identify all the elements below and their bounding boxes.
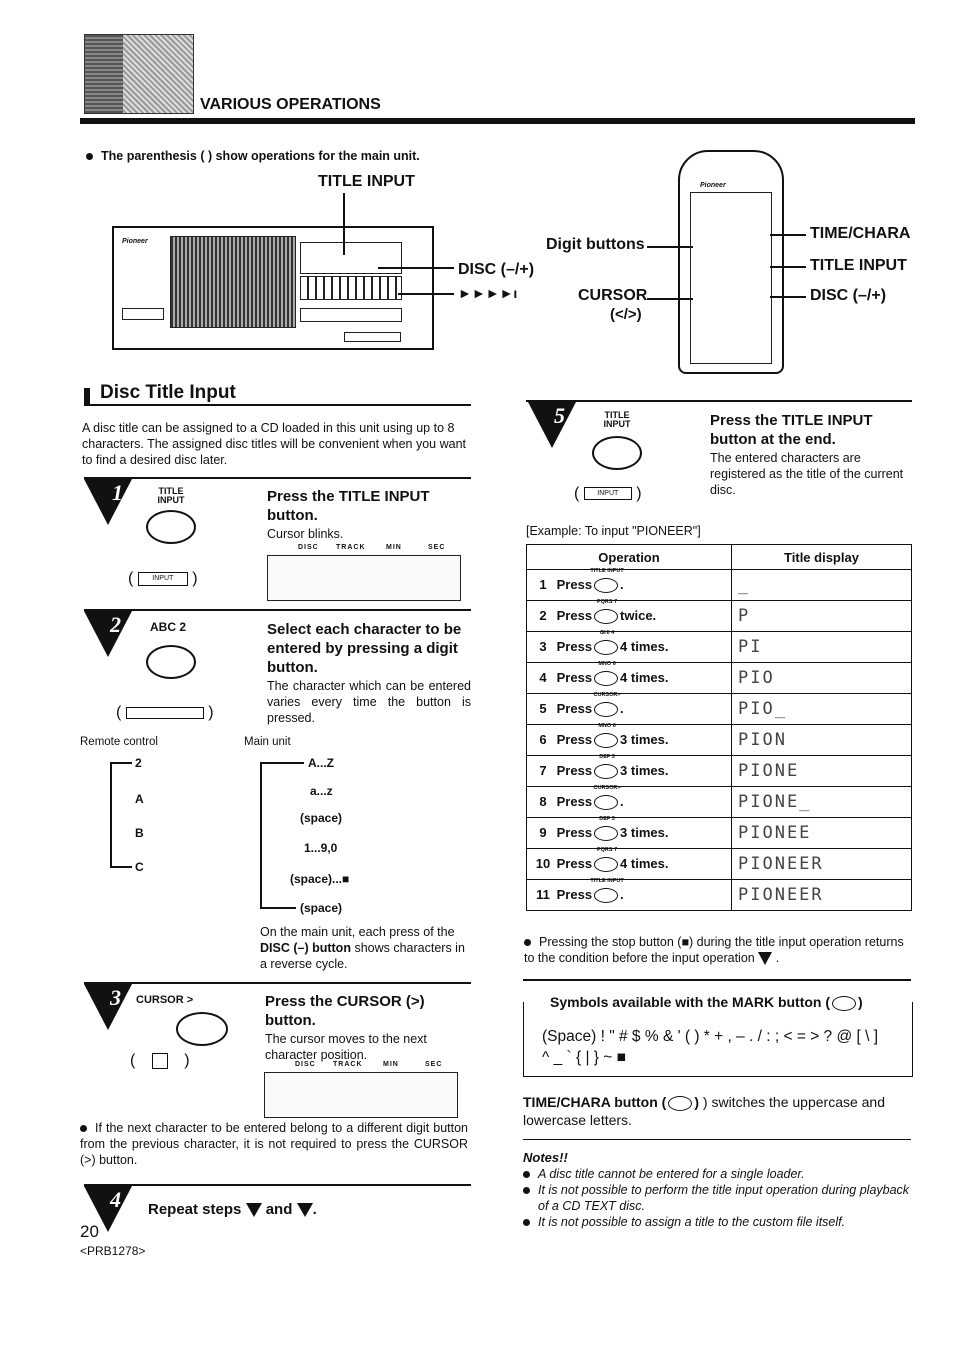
title-display-cell: PION xyxy=(732,725,912,756)
step-4-heading: Repeat steps and . xyxy=(148,1201,317,1218)
leader-line xyxy=(378,267,454,269)
title-display-cell: PI xyxy=(732,632,912,663)
cycle-remote-item: C xyxy=(135,860,144,874)
label-skip-main: ►►►►ı xyxy=(458,285,518,301)
button-oval-icon xyxy=(593,692,621,717)
notes-title: Notes!! xyxy=(523,1150,568,1165)
notes-rule xyxy=(523,1139,911,1140)
press-text: Press xyxy=(556,700,593,716)
title-input-button-icon xyxy=(146,510,196,544)
cycle-line xyxy=(110,866,132,868)
mark-symbols-line-1: (Space) ! " # $ % & ' ( ) * + , – . / : ; < = > ? @ [ \ ] xyxy=(542,1028,879,1045)
press-text: Press xyxy=(556,793,593,809)
button-oval-icon xyxy=(590,878,624,903)
cycle-main-item: (space) xyxy=(300,811,343,825)
step-number: 1 xyxy=(539,576,547,592)
step-2-button-label: ABC 2 xyxy=(150,620,187,634)
remote-control-illustration: Pioneer xyxy=(678,150,784,374)
label-cursor: CURSOR xyxy=(578,287,648,304)
column-header-title-display: Title display xyxy=(732,545,912,570)
operation-cell xyxy=(527,632,732,663)
step-2-marker xyxy=(84,611,132,657)
section-header: VARIOUS OPERATIONS xyxy=(200,96,381,113)
press-text: Press xyxy=(556,762,593,778)
button-oval-icon xyxy=(594,723,618,748)
step-number: 6 xyxy=(539,731,547,747)
main-title-input-button: INPUT xyxy=(584,487,632,500)
times-text: 3 times. xyxy=(620,824,669,840)
title-display-cell: PIONEER xyxy=(732,849,912,880)
step-3-note: If the next character to be entered belong to a different digit button from the previous character, it is not required to press the CURSOR (>) button. xyxy=(80,1121,468,1167)
step-1-desc: Cursor blinks. xyxy=(267,527,344,541)
cycle-remote-item: B xyxy=(135,826,144,840)
label-title-input: TITLE INPUT xyxy=(318,173,415,190)
table-row xyxy=(527,632,912,663)
step-2-number: 2 xyxy=(110,612,121,637)
step-3-desc: The cursor moves to the next character position. xyxy=(265,1032,427,1062)
main-title-input-button: INPUT xyxy=(138,572,188,586)
operation-cell xyxy=(527,756,732,787)
step-5-number: 5 xyxy=(554,403,565,428)
press-text: Press xyxy=(556,669,593,685)
cycle-main-label: Main unit xyxy=(244,736,291,748)
button-caption: DEF 3 xyxy=(599,754,615,761)
step-rule xyxy=(84,982,471,984)
title-display-cell: PIONE xyxy=(732,756,912,787)
leader-line xyxy=(398,293,454,295)
step-3-button-label: CURSOR > xyxy=(136,994,194,1006)
button-caption: CURSOR> xyxy=(593,692,621,699)
table-row xyxy=(527,694,912,725)
leader-line xyxy=(770,234,806,236)
times-text: twice. xyxy=(620,607,657,623)
button-oval-icon xyxy=(594,630,618,655)
step-5-marker xyxy=(528,402,576,448)
leader-line xyxy=(770,296,806,298)
operation-cell xyxy=(527,880,732,911)
step-1-heading: Press the TITLE INPUT button. xyxy=(267,488,430,524)
operation-cell xyxy=(527,570,732,601)
operation-cell xyxy=(527,694,732,725)
stop-note: Pressing the stop button (■) during the title input operation returns to the condition before the input operation . xyxy=(524,935,904,965)
button-caption: CURSOR> xyxy=(593,785,621,792)
label-time-chara: TIME/CHARA xyxy=(810,225,911,242)
cycle-remote-item: 2 xyxy=(135,756,142,770)
main-unit-paren: ( INPUT ) xyxy=(574,485,642,502)
press-text: Press xyxy=(556,607,593,623)
times-text: 3 times. xyxy=(620,731,669,747)
header-rule xyxy=(80,118,915,124)
button-oval-icon xyxy=(594,847,618,872)
cd-player-illustration: Pioneer xyxy=(112,226,434,350)
section-intro: A disc title can be assigned to a CD loaded in this unit using up to 8 characters. The assigned disc titles will be convenient when you want to find a desired disc later. xyxy=(82,421,467,467)
button-caption: GHI 4 xyxy=(599,630,615,637)
times-text: . xyxy=(620,700,624,716)
table-row xyxy=(527,849,912,880)
button-caption: PQRS 7 xyxy=(596,847,618,854)
lcd-step-3 xyxy=(264,1061,458,1118)
times-text: . xyxy=(620,793,624,809)
step-number: 4 xyxy=(539,669,547,685)
title-display-cell: PIONEE xyxy=(732,818,912,849)
lcd-label: MIN xyxy=(383,1061,399,1068)
lcd-label: SEC xyxy=(428,544,446,551)
example-caption: [Example: To input "PIONEER"] xyxy=(526,524,701,538)
table-row xyxy=(527,756,912,787)
button-caption: DEF 3 xyxy=(599,816,615,823)
table-row xyxy=(527,663,912,694)
press-text: Press xyxy=(556,576,593,592)
digit-button-icon xyxy=(146,645,196,679)
cycle-remote-item: A xyxy=(135,792,144,806)
step-3-marker xyxy=(84,984,132,1030)
times-text: 4 times. xyxy=(620,669,669,685)
title-display-cell: PIONEER xyxy=(732,880,912,911)
lcd-step-1 xyxy=(267,544,461,601)
title-display-cell: PIONE_ xyxy=(732,787,912,818)
note-item: It is not possible to assign a title to the custom file itself. xyxy=(523,1214,913,1230)
times-text: 4 times. xyxy=(620,855,669,871)
button-caption: MNO 6 xyxy=(598,723,616,730)
lcd-label: MIN xyxy=(386,544,402,551)
example-table xyxy=(526,544,912,911)
page-number: 20 xyxy=(80,1222,99,1241)
table-row xyxy=(527,725,912,756)
lcd-label: DISC xyxy=(295,1061,316,1068)
step-rule xyxy=(84,609,471,611)
operation-cell xyxy=(527,787,732,818)
button-caption: TITLE INPUT xyxy=(590,878,624,885)
title-display-cell: P xyxy=(732,601,912,632)
label-cursor-sub: (</>) xyxy=(610,306,642,323)
button-oval-icon xyxy=(594,816,618,841)
title-display-cell: _ xyxy=(732,570,912,601)
main-disc-button xyxy=(126,707,204,719)
main-unit-paren: ( ) xyxy=(116,704,214,721)
document-code: <PRB1278> xyxy=(80,1244,146,1258)
operation-cell xyxy=(527,601,732,632)
label-digit-buttons: Digit buttons xyxy=(546,236,645,253)
note-item: It is not possible to perform the title input operation during playback of a CD TEXT disc. xyxy=(523,1182,913,1214)
press-text: Press xyxy=(556,824,593,840)
step-rule xyxy=(84,1184,471,1186)
cycle-main-item: 1...9,0 xyxy=(304,841,338,855)
section-rule xyxy=(84,404,471,406)
cycle-line xyxy=(260,907,296,909)
button-oval-icon xyxy=(594,754,618,779)
operation-cell xyxy=(527,663,732,694)
main-cursor-button xyxy=(152,1053,168,1069)
table-row xyxy=(527,601,912,632)
table-row xyxy=(527,787,912,818)
title-display-cell: PIO_ xyxy=(732,694,912,725)
mark-symbols-line-2: ^ _ ` { | } ~ ■ xyxy=(542,1049,626,1066)
press-text: Press xyxy=(556,886,593,902)
step-2-heading: Select each character to be entered by pressing a digit button. xyxy=(267,621,462,676)
main-unit-paren: ( INPUT ) xyxy=(128,570,198,587)
table-row xyxy=(527,880,912,911)
cycle-main-item: A...Z xyxy=(308,756,334,770)
label-disc-remote: DISC (–/+) xyxy=(810,287,887,304)
button-oval-icon xyxy=(594,661,618,686)
step-rule xyxy=(526,400,912,402)
cycle-remote-label: Remote control xyxy=(80,736,158,748)
mark-rule xyxy=(523,979,911,981)
step-5-desc: The entered characters are registered as the title of the current disc. xyxy=(710,451,904,497)
table-row xyxy=(527,570,912,601)
intro-note: The parenthesis ( ) show operations for the main unit. xyxy=(86,149,420,163)
cycle-line xyxy=(110,762,132,764)
button-oval-icon xyxy=(594,599,618,624)
times-text: . xyxy=(620,576,624,592)
button-caption: PQRS 7 xyxy=(596,599,618,606)
times-text: . xyxy=(620,886,624,902)
cycle-main-item: a...z xyxy=(310,784,333,798)
step-3-number: 3 xyxy=(110,985,121,1010)
times-text: 4 times. xyxy=(620,638,669,654)
step-1-number: 1 xyxy=(112,480,123,505)
button-caption: MNO 6 xyxy=(598,661,616,668)
cycle-main-item: (space)...■ xyxy=(290,872,350,886)
cycle-line xyxy=(260,762,262,908)
step-number: 2 xyxy=(539,607,547,623)
label-disc-main: DISC (–/+) xyxy=(458,261,535,278)
step-5-heading: Press the TITLE INPUT button at the end. xyxy=(710,412,873,448)
step-2-desc: The character which can be entered varies every time the button is pressed. xyxy=(267,679,471,725)
cycle-line xyxy=(110,762,112,868)
section-logo-image xyxy=(84,34,194,114)
title-input-button-icon xyxy=(592,436,642,470)
step-number: 3 xyxy=(539,638,547,654)
section-title: Disc Title Input xyxy=(100,382,236,403)
cursor-button-icon xyxy=(176,1012,228,1046)
step-number: 5 xyxy=(539,700,547,716)
lcd-label: TRACK xyxy=(336,544,366,551)
step-rule xyxy=(84,477,471,479)
step-1-button-label: TITLE INPUT xyxy=(157,486,185,505)
button-caption: TITLE INPUT xyxy=(590,568,624,575)
operation-cell xyxy=(527,849,732,880)
operation-cell xyxy=(527,725,732,756)
cycle-main-item: (space) xyxy=(300,901,343,915)
cycle-line xyxy=(260,762,304,764)
cycle-note: On the main unit, each press of the DISC (–) button shows characters in a reverse cycle. xyxy=(260,925,465,971)
step-5-button-label: TITLE INPUT xyxy=(603,410,631,429)
press-text: Press xyxy=(556,638,593,654)
press-text: Press xyxy=(556,855,593,871)
step-number: 9 xyxy=(539,824,547,840)
lcd-label: TRACK xyxy=(333,1061,363,1068)
step-number: 11 xyxy=(536,886,550,902)
mark-title: Symbols available with the MARK button ( ) xyxy=(546,994,867,1011)
note-item: A disc title cannot be entered for a single loader. xyxy=(523,1166,913,1182)
step-3-heading: Press the CURSOR (>) button. xyxy=(265,993,425,1029)
step-4-number: 4 xyxy=(110,1187,121,1212)
main-unit-paren: ( ) xyxy=(130,1052,190,1069)
leader-line xyxy=(770,266,806,268)
label-title-input-remote: TITLE INPUT xyxy=(810,257,907,274)
button-oval-icon xyxy=(593,785,621,810)
lcd-label: SEC xyxy=(425,1061,443,1068)
notes-list xyxy=(523,1166,913,1230)
step-number: 8 xyxy=(539,793,547,809)
button-oval-icon xyxy=(590,568,624,593)
lcd-label: DISC xyxy=(298,544,319,551)
operation-cell xyxy=(527,818,732,849)
press-text: Press xyxy=(556,731,593,747)
table-row xyxy=(527,818,912,849)
column-header-operation: Operation xyxy=(527,545,732,570)
title-display-cell: PIO xyxy=(732,663,912,694)
step-number: 10 xyxy=(535,855,551,871)
step-number: 7 xyxy=(539,762,547,778)
time-chara-note: TIME/CHARA button ( ) ) switches the uppercase and lowercase letters. xyxy=(523,1094,886,1128)
times-text: 3 times. xyxy=(620,762,669,778)
step-1-marker xyxy=(84,479,132,525)
